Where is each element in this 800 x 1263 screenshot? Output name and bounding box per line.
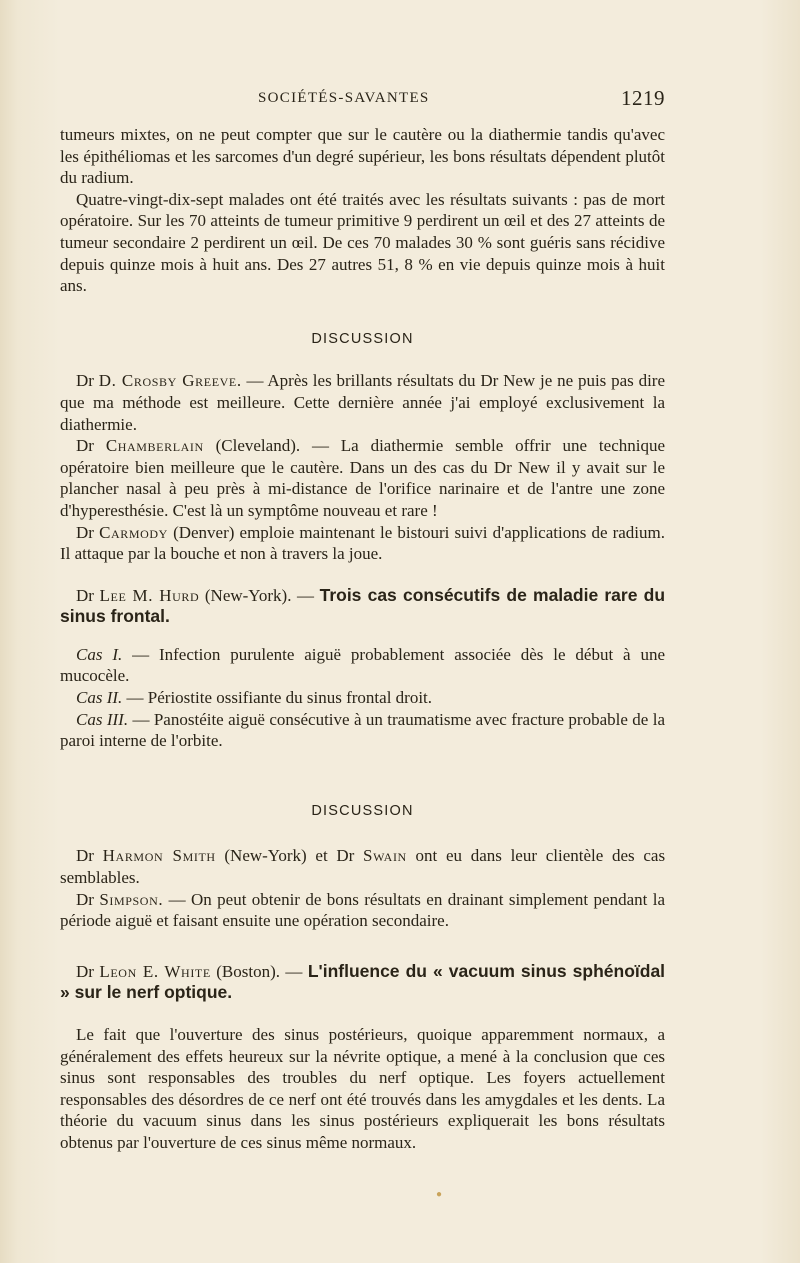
speaker-name: D. Crosby Greeve. (98, 371, 242, 391)
speaker-place: (New-York) et Dr (224, 846, 355, 866)
paragraph-harmon-smith (60, 845, 665, 888)
paragraph-results: Quatre-vingt-dix-sept malades ont été traités avec les résultats suivants : pas de mort opératoire. Sur les 70 atteints de tumeur primitive 9 perdirent un œil et des 27 atteints de tumeur secondaire 2 perdirent un œil. De ces 70 malades 30 % sont guéris sans récidive depuis quinze mois à huit ans. Des 27 autres 51, 8 % en vie depuis quinze mois à huit ans. (60, 189, 665, 296)
speaker-name: Chamberlain (105, 436, 204, 456)
paragraph-lee-hurd (60, 585, 665, 628)
running-title: SOCIÉTÉS-SAVANTES (258, 90, 430, 106)
paragraph-text: — On peut obtenir de bons résultats en drainant simplement pendant la période aiguë et faisant ensuite une opération secondaire. (60, 889, 665, 931)
doctor-prefix: Dr (76, 889, 94, 909)
speaker-name: Leon E. White (99, 961, 211, 981)
case-3 (60, 709, 665, 752)
paragraph-text: (Cleveland). — La diathermie semble offrir une technique opératoire bien meilleure que le cautère. Dans un des cas du Dr New il y avait sur le plancher nasal à peu près à mi-distance de l'orifice narinaire et de l'antre une zone d'hyperesthésie. C'est là un symptôme nouveau et rare ! (60, 436, 666, 520)
paragraph-vacuum-sinus: Le fait que l'ouverture des sinus postérieurs, quoique apparemment normaux, a généralement des effets heureux sur la névrite optique, a mené à la conclusion que ces sinus sont responsables des troubles du nerf optique. Les foyers actuellement responsables des désordres de ce nerf ont été trouvés dans les amygdales et les dents. La théorie du vacuum sinus dans les sinus postérieurs expliquerait les bons résultats obtenus par l'ouverture de ces sinus même normaux. (60, 1025, 665, 1152)
body-text (60, 124, 665, 1154)
paragraph-simpson (60, 889, 665, 932)
paragraph-text: (Denver) emploie maintenant le bistouri suivi d'applications de radium. Il attaque par la bouche et non à travers la joue. (60, 522, 665, 564)
case-label: Cas I. (76, 644, 123, 664)
doctor-prefix: Dr (76, 585, 94, 605)
printer-dot-ornament: ● (436, 1189, 443, 1200)
paragraph-leon-white (60, 961, 665, 1004)
case-label: Cas III. (76, 709, 129, 729)
doctor-prefix: Dr (76, 846, 94, 866)
discussion-heading-1: DISCUSSION (311, 330, 414, 347)
discussion-heading-2: DISCUSSION (311, 802, 414, 819)
speaker-place: (New-York). — (204, 585, 315, 605)
page-header (60, 88, 665, 112)
case-text: — Périostite ossifiante du sinus frontal droit. (126, 688, 433, 708)
speaker-name: Swain (363, 846, 407, 866)
paragraph-tumeurs: tumeurs mixtes, on ne peut compter que sur le cautère ou la diathermie tandis qu'avec les épithéliomas et les sarcomes d'un degré supérieur, les bons résultats dépendent plutôt du radium. (60, 125, 665, 188)
paragraph-carmody (60, 522, 665, 565)
speaker-name: Harmon Smith (102, 846, 216, 866)
paragraph-text: — Après les brillants résultats du Dr New je ne puis pas dire que ma méthode est meilleure. Cette dernière année j'ai employé exclusivement la diathermie. (60, 371, 666, 434)
speaker-name: Carmody (99, 522, 168, 542)
paragraph-crosby-greeve (60, 370, 665, 435)
doctor-prefix: Dr (76, 961, 94, 981)
speaker-place: (Boston). — (216, 961, 303, 981)
case-label: Cas II. (76, 688, 123, 708)
speaker-name: Lee M. Hurd (99, 585, 200, 605)
paragraph-chamberlain (60, 435, 665, 521)
page-number: 1219 (621, 86, 665, 110)
case-2 (60, 687, 665, 709)
doctor-prefix: Dr (76, 436, 94, 456)
communication-title: L'influence du « vacuum sinus sphénoïdal » sur le nerf optique. (60, 960, 666, 1003)
doctor-prefix: Dr (76, 522, 94, 542)
paragraph-text: ont eu dans leur clientèle des cas semblables. (60, 846, 666, 888)
case-text: — Infection purulente aiguë probablement associée dès le début à une mucocèle. (60, 644, 666, 686)
case-1 (60, 644, 665, 687)
communication-title: Trois cas consécutifs de maladie rare du sinus frontal. (60, 584, 666, 627)
doctor-prefix: Dr (76, 371, 94, 391)
case-text: — Panostéite aiguë consécutive à un traumatisme avec fracture probable de la paroi interne de l'orbite. (60, 709, 665, 751)
speaker-name: Simpson. (99, 889, 164, 909)
